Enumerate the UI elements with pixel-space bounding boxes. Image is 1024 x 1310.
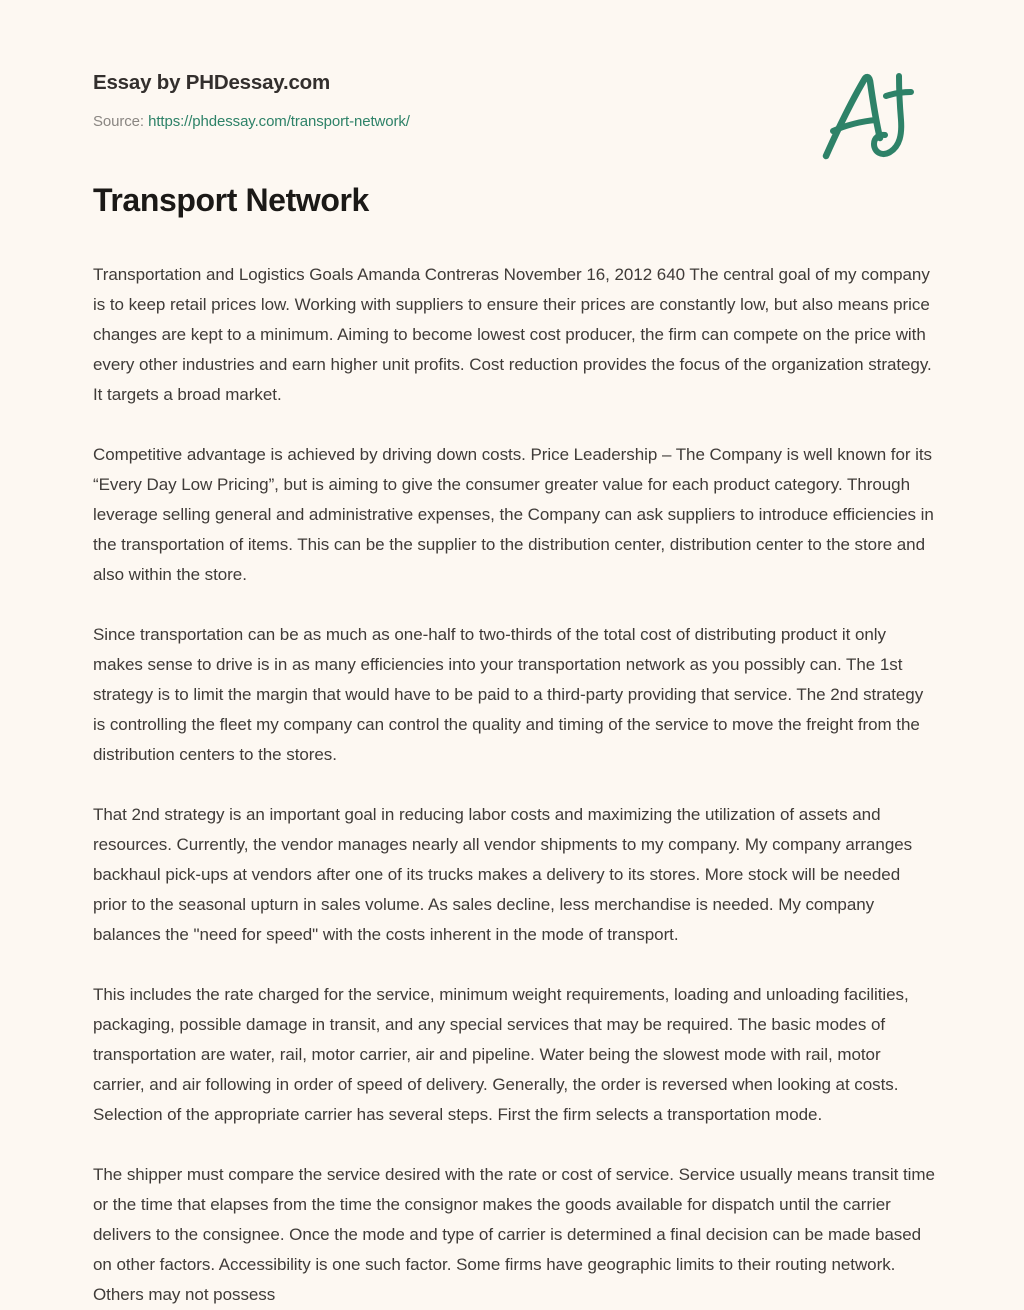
article-body xyxy=(93,260,936,1310)
page-title: Transport Network xyxy=(93,182,369,218)
paragraph: Competitive advantage is achieved by driving down costs. Price Leadership – The Company is well known for its “Every Day Low Pricing”, but is aiming to give the consumer greater value for each product category. Through leverage selling general and administrative expenses, the Company can ask suppliers to introduce efficiencies in the transportation of items. This can be the supplier to the distribution center, distribution center to the store and also within the store. xyxy=(93,445,934,584)
paragraph: The shipper must compare the service desired with the rate or cost of service. Service usually means transit time or the time that elapses from the time the consignor makes the goods available for dispatch until the carrier delivers to the consignee. Once the mode and type of carrier is determined a final decision can be made based on other factors. Accessibility is one such factor. Some firms have geographic limits to their routing network. Others may not possess xyxy=(93,1165,935,1304)
source-line xyxy=(93,112,936,132)
brand-title: Essay by PHDessay.com xyxy=(93,71,331,94)
source-label: Source: xyxy=(93,113,144,130)
article xyxy=(0,180,1024,1310)
paragraph: That 2nd strategy is an important goal in reducing labor costs and maximizing the utilization of assets and resources. Currently, the vendor manages nearly all vendor shipments to my company. My company arranges backhaul pick-ups at vendors after one of its trucks makes a delivery to its stores. More stock will be needed prior to the seasonal upturn in sales volume. As sales decline, less merchandise is needed. My company balances the "need for speed" with the costs inherent in the mode of transport. xyxy=(93,805,913,944)
paragraph: Since transportation can be as much as one-half to two-thirds of the total cost of distributing product it only makes sense to drive is in as many efficiencies into your transportation network as you possibly can. The 1st strategy is to limit the margin that would have to be paid to a third-party providing that service. The 2nd strategy is controlling the fleet my company can control the quality and timing of the service to move the freight from the distribution centers to the stores. xyxy=(93,625,924,764)
paragraph: This includes the rate charged for the service, minimum weight requirements, loading and unloading facilities, packaging, possible damage in transit, and any special services that may be required. The basic modes of transportation are water, rail, motor carrier, air and pipeline. Water being the slowest mode with rail, motor carrier, and air following in order of speed of delivery. Generally, the order is reversed when looking at costs. Selection of the appropriate carrier has several steps. First the firm selects a transportation mode. xyxy=(93,985,909,1124)
source-link[interactable]: https://phdessay.com/transport-network/ xyxy=(148,113,410,130)
paragraph: Transportation and Logistics Goals Amanda Contreras November 16, 2012 640 The central goal of my company is to keep retail prices low. Working with suppliers to ensure their prices are constantly low, but also means price changes are kept to a minimum. Aiming to become lowest cost producer, the firm can compete on the price with every other industries and earn higher unit profits. Cost reduction provides the focus of the organization strategy. It targets a broad market. xyxy=(93,265,932,404)
a-plus-logo-icon xyxy=(816,68,924,164)
page-header xyxy=(0,0,1024,180)
